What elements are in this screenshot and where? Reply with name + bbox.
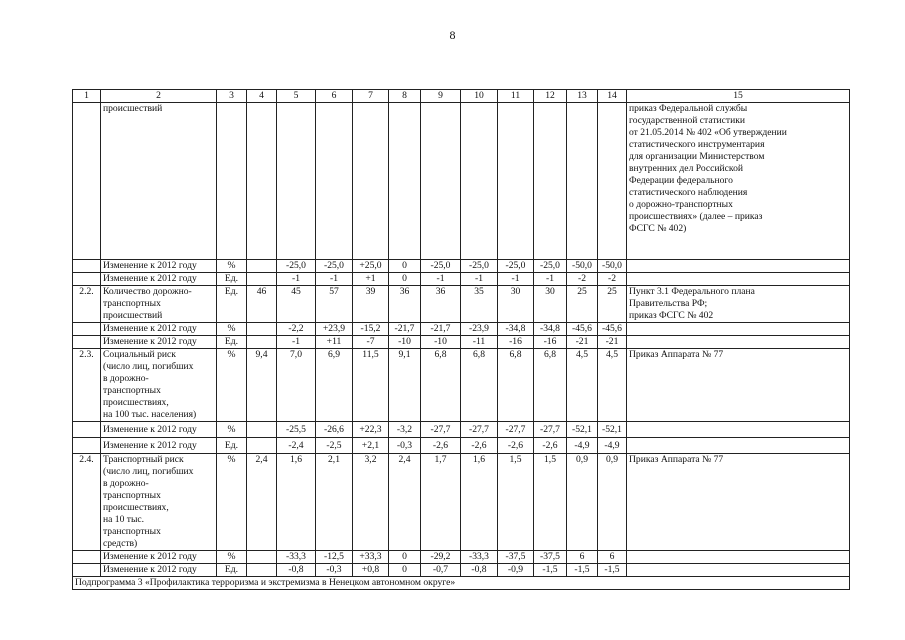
value-cell: 6,9 <box>316 349 353 422</box>
indicator-name-cell: Изменение к 2012 году <box>101 260 217 273</box>
value-cell: +23,9 <box>316 323 353 336</box>
value-cell: 25 <box>567 286 598 323</box>
value-cell <box>247 103 277 260</box>
source-cell: приказ Федеральной службы государственной статистики от 21.05.2014 № 402 «Об утверждении статистического инструментария для организации Министерством внутренних дел Российской Федерации федерального статистического наблюдения о дорожно-транспортных происшествиях» (далее – приказ ФСГС № 402) <box>627 103 850 260</box>
table-row <box>73 336 850 349</box>
unit-cell: % <box>217 323 247 336</box>
value-cell: -37,5 <box>498 551 534 564</box>
value-cell: -2,6 <box>461 438 498 454</box>
value-cell: -2,6 <box>534 438 567 454</box>
table-row <box>73 551 850 564</box>
value-cell: +33,3 <box>353 551 389 564</box>
value-cell: 4,5 <box>598 349 627 422</box>
value-cell: -4,9 <box>567 438 598 454</box>
value-cell: 39 <box>353 286 389 323</box>
value-cell: -33,3 <box>461 551 498 564</box>
value-cell: 1,6 <box>277 454 316 551</box>
value-cell <box>389 103 421 260</box>
table-row <box>73 422 850 438</box>
value-cell: -1 <box>277 336 316 349</box>
table-row <box>73 103 850 260</box>
row-number-cell <box>73 422 101 438</box>
value-cell: 0 <box>389 273 421 286</box>
header-cell: 1 <box>73 90 101 103</box>
unit-cell: % <box>217 349 247 422</box>
value-cell <box>247 336 277 349</box>
value-cell <box>534 103 567 260</box>
value-cell: -2 <box>598 273 627 286</box>
value-cell <box>353 103 389 260</box>
value-cell: -21 <box>598 336 627 349</box>
value-cell: 1,6 <box>461 454 498 551</box>
unit-cell: Ед. <box>217 564 247 577</box>
value-cell <box>247 564 277 577</box>
value-cell: -26,6 <box>316 422 353 438</box>
source-cell <box>627 551 850 564</box>
source-cell <box>627 260 850 273</box>
value-cell: -2 <box>567 273 598 286</box>
value-cell: -2,2 <box>277 323 316 336</box>
source-cell <box>627 273 850 286</box>
value-cell: 9,1 <box>389 349 421 422</box>
row-number-cell: 2.4. <box>73 454 101 551</box>
header-cell: 14 <box>598 90 627 103</box>
value-cell: 0 <box>389 260 421 273</box>
value-cell: -1,5 <box>534 564 567 577</box>
value-cell: -0,9 <box>498 564 534 577</box>
value-cell: -25,0 <box>421 260 461 273</box>
value-cell: 6 <box>567 551 598 564</box>
value-cell <box>461 103 498 260</box>
page-number: 8 <box>449 28 456 42</box>
unit-cell: % <box>217 551 247 564</box>
value-cell: 2,4 <box>247 454 277 551</box>
value-cell: -33,3 <box>277 551 316 564</box>
value-cell <box>498 103 534 260</box>
indicator-name-cell: Количество дорожно- транспортных происшествий <box>101 286 217 323</box>
indicator-name-cell: происшествий <box>101 103 217 260</box>
header-cell: 2 <box>101 90 217 103</box>
unit-cell: Ед. <box>217 286 247 323</box>
value-cell: -25,0 <box>277 260 316 273</box>
value-cell: -37,5 <box>534 551 567 564</box>
table-row <box>73 286 850 323</box>
unit-cell: Ед. <box>217 273 247 286</box>
value-cell: -1 <box>277 273 316 286</box>
value-cell: 6 <box>598 551 627 564</box>
value-cell: -50,0 <box>567 260 598 273</box>
value-cell <box>247 323 277 336</box>
value-cell: 46 <box>247 286 277 323</box>
value-cell: -2,6 <box>498 438 534 454</box>
value-cell: 3,2 <box>353 454 389 551</box>
header-cell: 15 <box>627 90 850 103</box>
value-cell: -50,0 <box>598 260 627 273</box>
value-cell: -23,9 <box>461 323 498 336</box>
value-cell: -12,5 <box>316 551 353 564</box>
indicator-name-cell: Изменение к 2012 году <box>101 336 217 349</box>
header-row <box>73 90 850 103</box>
header-cell: 11 <box>498 90 534 103</box>
value-cell: -27,7 <box>534 422 567 438</box>
value-cell: -25,0 <box>316 260 353 273</box>
value-cell: -1,5 <box>598 564 627 577</box>
source-cell <box>627 336 850 349</box>
value-cell: 0,9 <box>598 454 627 551</box>
row-number-cell <box>73 564 101 577</box>
value-cell: -27,7 <box>461 422 498 438</box>
value-cell: -29,2 <box>421 551 461 564</box>
indicator-name-cell: Социальный риск (число лиц, погибших в дорожно- транспортных происшествиях, на 100 тыс. населения) <box>101 349 217 422</box>
table-row <box>73 454 850 551</box>
value-cell <box>421 103 461 260</box>
value-cell: -2,5 <box>316 438 353 454</box>
value-cell: 1,5 <box>498 454 534 551</box>
value-cell: 7,0 <box>277 349 316 422</box>
value-cell: -1 <box>421 273 461 286</box>
value-cell <box>247 260 277 273</box>
row-number-cell <box>73 260 101 273</box>
value-cell: -34,8 <box>534 323 567 336</box>
value-cell: 6,8 <box>461 349 498 422</box>
value-cell: -21,7 <box>421 323 461 336</box>
value-cell <box>316 103 353 260</box>
value-cell: 4,5 <box>567 349 598 422</box>
table-row <box>73 438 850 454</box>
value-cell: 25 <box>598 286 627 323</box>
source-cell: Приказ Аппарата № 77 <box>627 454 850 551</box>
value-cell: 11,5 <box>353 349 389 422</box>
value-cell: -0,8 <box>461 564 498 577</box>
value-cell: 35 <box>461 286 498 323</box>
unit-cell: % <box>217 260 247 273</box>
value-cell: 30 <box>498 286 534 323</box>
value-cell: -1 <box>316 273 353 286</box>
value-cell: +22,3 <box>353 422 389 438</box>
value-cell <box>247 422 277 438</box>
value-cell: -25,0 <box>534 260 567 273</box>
value-cell: 45 <box>277 286 316 323</box>
header-cell: 5 <box>277 90 316 103</box>
value-cell: -10 <box>421 336 461 349</box>
row-number-cell <box>73 323 101 336</box>
header-cell: 9 <box>421 90 461 103</box>
table-row <box>73 273 850 286</box>
value-cell: -16 <box>498 336 534 349</box>
value-cell: -25,0 <box>461 260 498 273</box>
indicator-name-cell: Транспортный риск (число лиц, погибших в дорожно- транспортных происшествиях, на 10 тыс. транспортных средств) <box>101 454 217 551</box>
value-cell: -25,0 <box>498 260 534 273</box>
value-cell: 1,7 <box>421 454 461 551</box>
value-cell: -34,8 <box>498 323 534 336</box>
value-cell: -15,2 <box>353 323 389 336</box>
value-cell: +0,8 <box>353 564 389 577</box>
value-cell: -52,1 <box>598 422 627 438</box>
value-cell <box>567 103 598 260</box>
value-cell: 57 <box>316 286 353 323</box>
value-cell: -1 <box>461 273 498 286</box>
subprogram-row <box>73 577 850 590</box>
indicator-name-cell: Изменение к 2012 году <box>101 438 217 454</box>
row-number-cell <box>73 551 101 564</box>
value-cell <box>247 551 277 564</box>
header-cell: 13 <box>567 90 598 103</box>
value-cell: 6,8 <box>498 349 534 422</box>
row-number-cell <box>73 438 101 454</box>
source-cell <box>627 564 850 577</box>
header-cell: 7 <box>353 90 389 103</box>
row-number-cell <box>73 103 101 260</box>
value-cell: -7 <box>353 336 389 349</box>
table-row <box>73 323 850 336</box>
value-cell: -1,5 <box>567 564 598 577</box>
indicator-name-cell: Изменение к 2012 году <box>101 273 217 286</box>
subprogram-title: Подпрограмма 3 «Профилактика терроризма и экстремизма в Ненецком автономном округе» <box>73 577 850 590</box>
value-cell: 9,4 <box>247 349 277 422</box>
source-cell <box>627 323 850 336</box>
table-row <box>73 349 850 422</box>
value-cell: 1,5 <box>534 454 567 551</box>
value-cell: 36 <box>389 286 421 323</box>
value-cell: +1 <box>353 273 389 286</box>
header-cell: 10 <box>461 90 498 103</box>
source-cell: Пункт 3.1 Федерального плана Правительства РФ; приказ ФСГС № 402 <box>627 286 850 323</box>
value-cell: -52,1 <box>567 422 598 438</box>
value-cell: -0,3 <box>389 438 421 454</box>
value-cell: -0,7 <box>421 564 461 577</box>
source-cell: Приказ Аппарата № 77 <box>627 349 850 422</box>
unit-cell <box>217 103 247 260</box>
value-cell: 30 <box>534 286 567 323</box>
header-cell: 8 <box>389 90 421 103</box>
indicator-name-cell: Изменение к 2012 году <box>101 323 217 336</box>
value-cell: -0,8 <box>277 564 316 577</box>
value-cell: 2,1 <box>316 454 353 551</box>
value-cell <box>277 103 316 260</box>
row-number-cell: 2.2. <box>73 286 101 323</box>
value-cell: 0,9 <box>567 454 598 551</box>
value-cell: -27,7 <box>498 422 534 438</box>
value-cell: -45,6 <box>567 323 598 336</box>
value-cell <box>247 438 277 454</box>
header-cell: 3 <box>217 90 247 103</box>
value-cell: -1 <box>498 273 534 286</box>
value-cell: -21,7 <box>389 323 421 336</box>
unit-cell: % <box>217 422 247 438</box>
value-cell: -16 <box>534 336 567 349</box>
value-cell: -21 <box>567 336 598 349</box>
value-cell: -25,5 <box>277 422 316 438</box>
indicator-name-cell: Изменение к 2012 году <box>101 551 217 564</box>
value-cell: -45,6 <box>598 323 627 336</box>
unit-cell: Ед. <box>217 438 247 454</box>
indicator-name-cell: Изменение к 2012 году <box>101 564 217 577</box>
indicators-table <box>72 89 850 590</box>
value-cell <box>598 103 627 260</box>
value-cell: -2,4 <box>277 438 316 454</box>
table-row <box>73 260 850 273</box>
value-cell: -27,7 <box>421 422 461 438</box>
value-cell: +25,0 <box>353 260 389 273</box>
value-cell: -4,9 <box>598 438 627 454</box>
unit-cell: % <box>217 454 247 551</box>
row-number-cell <box>73 336 101 349</box>
value-cell: 6,8 <box>421 349 461 422</box>
value-cell: -10 <box>389 336 421 349</box>
value-cell: +2,1 <box>353 438 389 454</box>
value-cell: -3,2 <box>389 422 421 438</box>
header-cell: 6 <box>316 90 353 103</box>
value-cell <box>247 273 277 286</box>
header-cell: 4 <box>247 90 277 103</box>
value-cell: 36 <box>421 286 461 323</box>
value-cell: -11 <box>461 336 498 349</box>
value-cell: +11 <box>316 336 353 349</box>
indicator-name-cell: Изменение к 2012 году <box>101 422 217 438</box>
value-cell: -2,6 <box>421 438 461 454</box>
unit-cell: Ед. <box>217 336 247 349</box>
value-cell: 0 <box>389 551 421 564</box>
row-number-cell <box>73 273 101 286</box>
value-cell: -0,3 <box>316 564 353 577</box>
value-cell: 0 <box>389 564 421 577</box>
header-cell: 12 <box>534 90 567 103</box>
source-cell <box>627 422 850 438</box>
source-cell <box>627 438 850 454</box>
value-cell: 2,4 <box>389 454 421 551</box>
value-cell: -1 <box>534 273 567 286</box>
row-number-cell: 2.3. <box>73 349 101 422</box>
value-cell: 6,8 <box>534 349 567 422</box>
table-row <box>73 564 850 577</box>
